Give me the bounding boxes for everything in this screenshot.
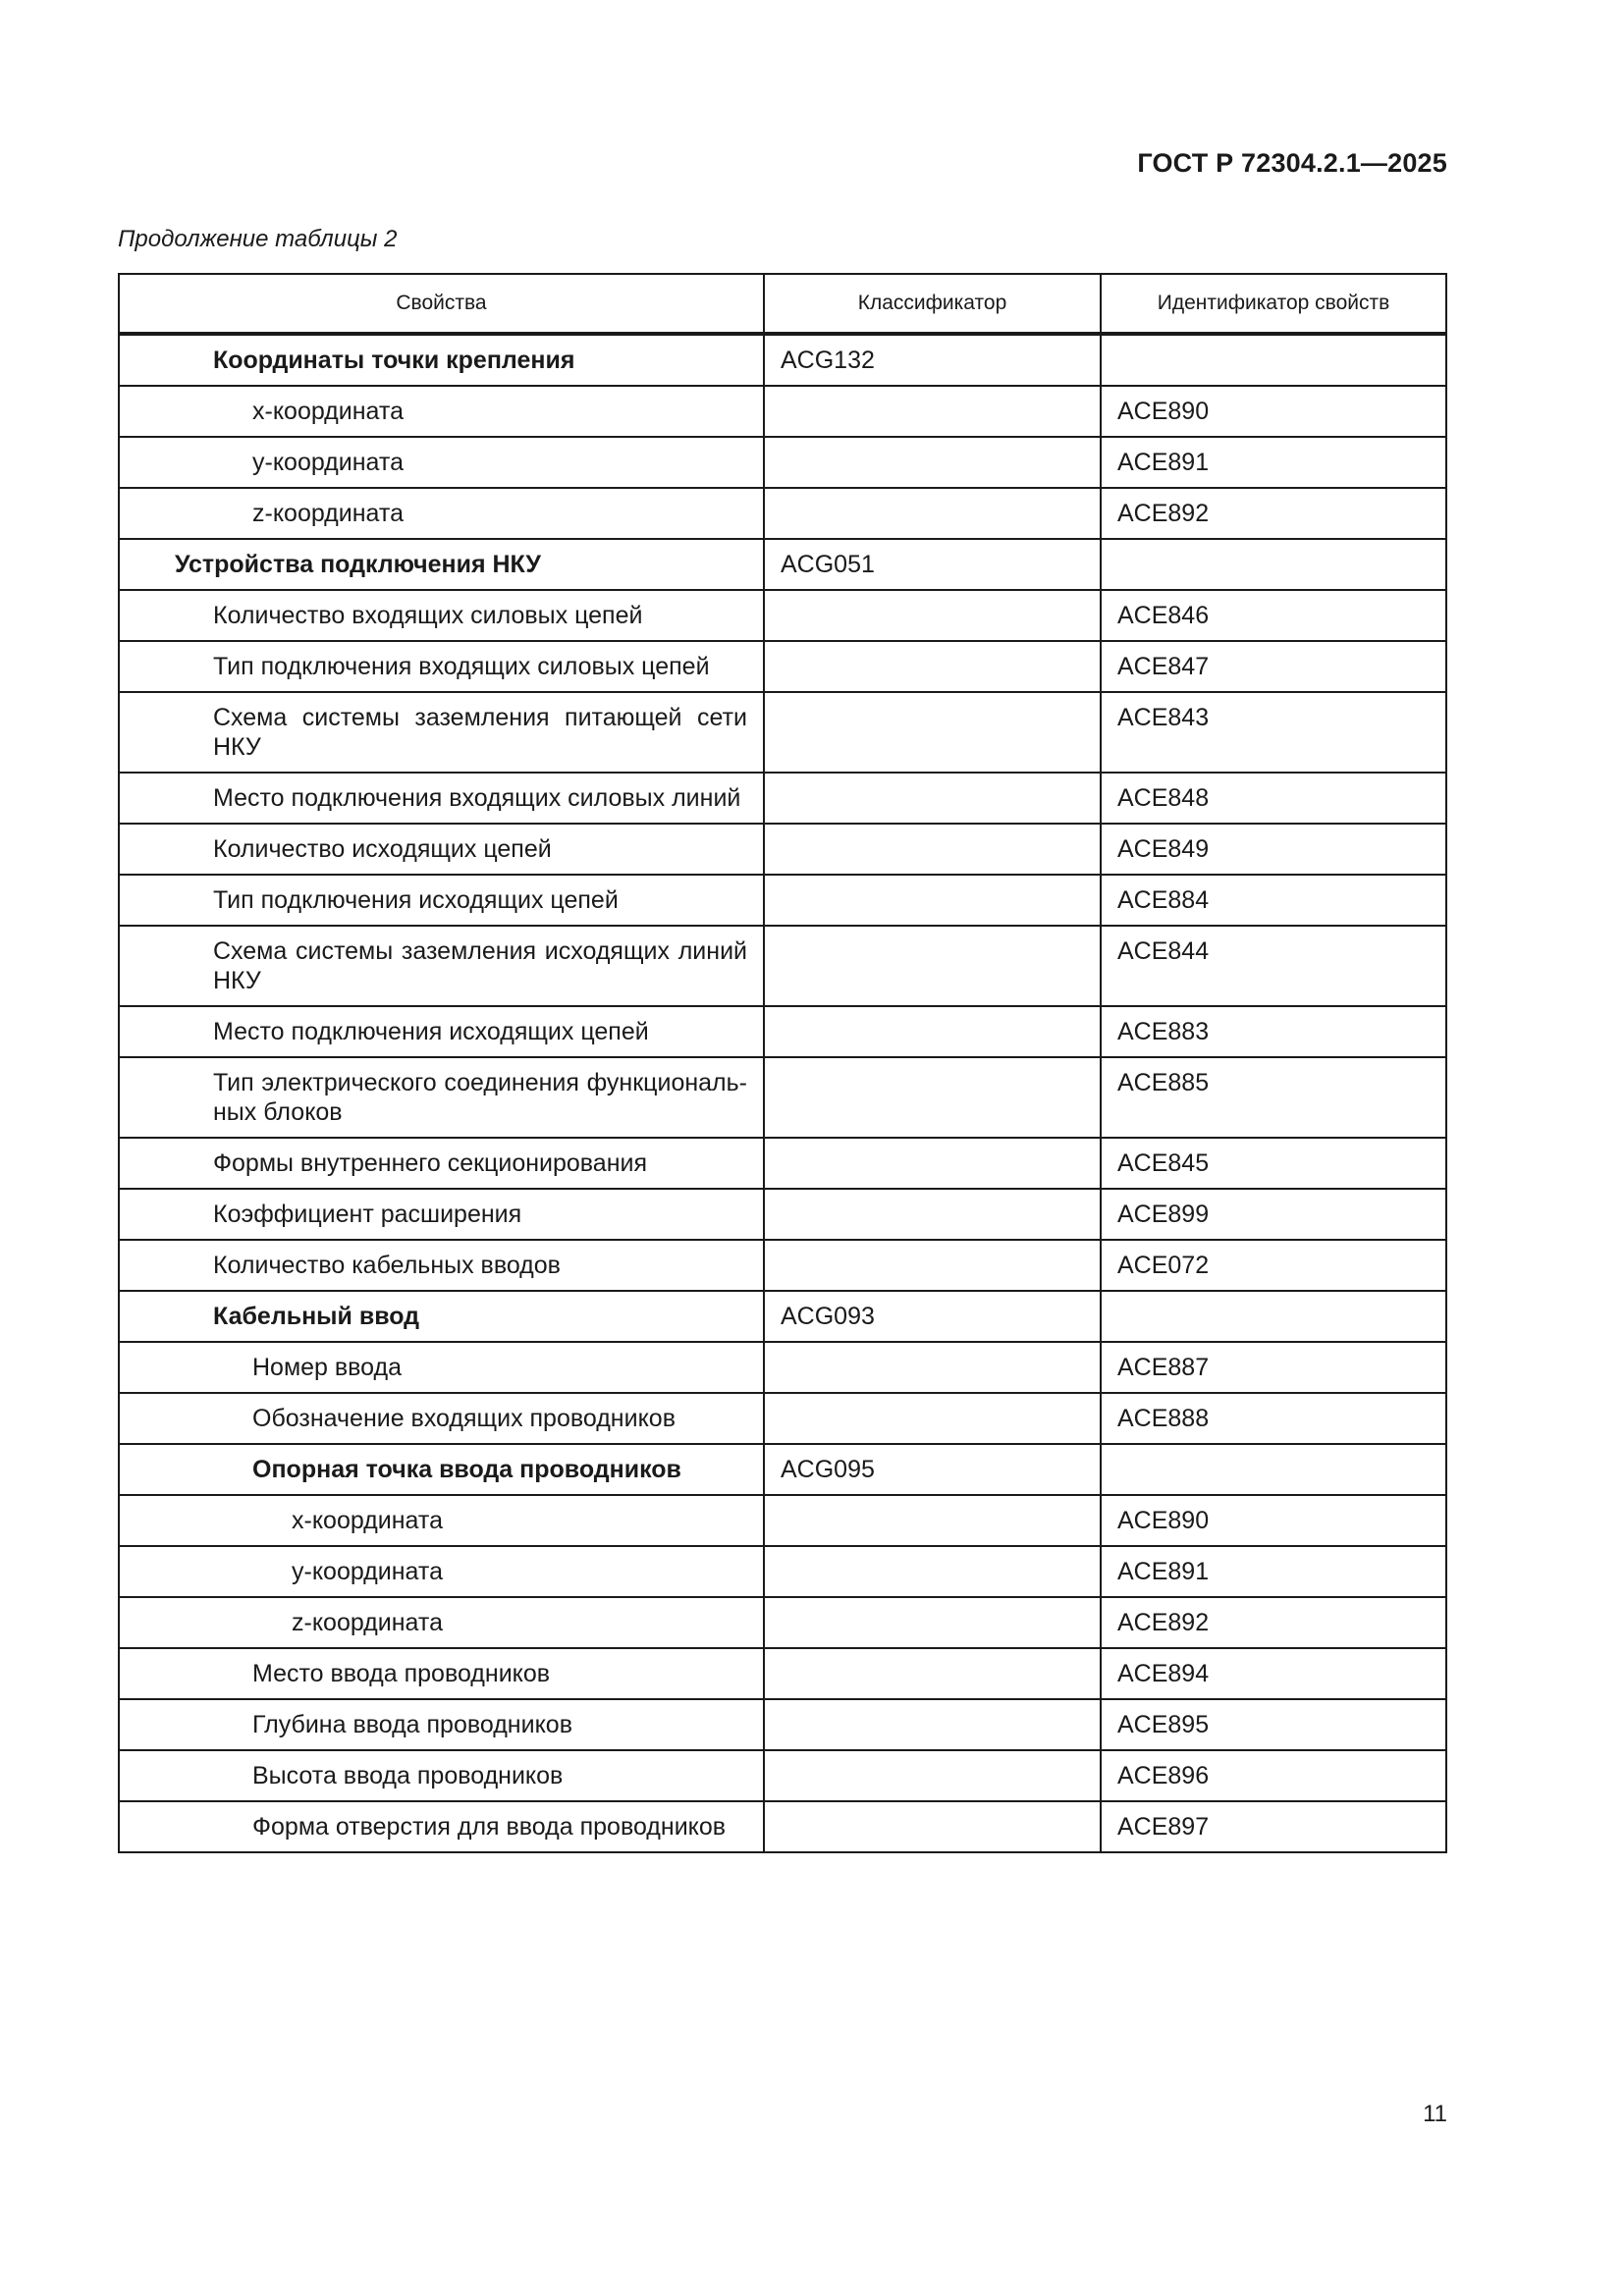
property-name-cell: x-координата <box>119 1495 764 1546</box>
table-row <box>119 1750 1446 1801</box>
table-row <box>119 1648 1446 1699</box>
property-name-cell: Коэффициент расширения <box>119 1189 764 1240</box>
identifier-cell: ACE845 <box>1101 1138 1446 1189</box>
table-row <box>119 386 1446 437</box>
properties-table <box>118 273 1447 1853</box>
identifier-cell: ACE891 <box>1101 1546 1446 1597</box>
identifier-cell: ACE887 <box>1101 1342 1446 1393</box>
table-row <box>119 875 1446 926</box>
property-name-cell: z-координата <box>119 488 764 539</box>
classifier-cell <box>764 1648 1101 1699</box>
identifier-cell: ACE896 <box>1101 1750 1446 1801</box>
classifier-cell <box>764 1189 1101 1240</box>
document-code: ГОСТ Р 72304.2.1—2025 <box>1137 148 1447 178</box>
property-name-cell: Форма отверстия для ввода проводников <box>119 1801 764 1852</box>
table-row <box>119 1291 1446 1342</box>
table-row <box>119 1597 1446 1648</box>
classifier-cell: ACG095 <box>764 1444 1101 1495</box>
identifier-cell: ACE849 <box>1101 824 1446 875</box>
table-row <box>119 1393 1446 1444</box>
property-name-cell: Обозначение входящих проводников <box>119 1393 764 1444</box>
column-header-classifier: Классификатор <box>764 274 1101 334</box>
identifier-cell <box>1101 334 1446 386</box>
table-row <box>119 1057 1446 1138</box>
classifier-cell <box>764 1240 1101 1291</box>
classifier-cell <box>764 386 1101 437</box>
table-row <box>119 692 1446 773</box>
table-row <box>119 590 1446 641</box>
property-name-cell: Количество входящих силовых цепей <box>119 590 764 641</box>
property-name-cell: Место ввода проводников <box>119 1648 764 1699</box>
classifier-cell: ACG132 <box>764 334 1101 386</box>
column-header-properties: Свойства <box>119 274 764 334</box>
identifier-cell: ACE892 <box>1101 1597 1446 1648</box>
identifier-cell: ACE897 <box>1101 1801 1446 1852</box>
identifier-cell: ACE895 <box>1101 1699 1446 1750</box>
column-header-identifier: Идентификатор свойств <box>1101 274 1446 334</box>
classifier-cell <box>764 1495 1101 1546</box>
identifier-cell: ACE884 <box>1101 875 1446 926</box>
table-row <box>119 1006 1446 1057</box>
identifier-cell: ACE847 <box>1101 641 1446 692</box>
property-name-cell: Кабельный ввод <box>119 1291 764 1342</box>
identifier-cell: ACE883 <box>1101 1006 1446 1057</box>
property-name-cell: Устройства подключения НКУ <box>119 539 764 590</box>
identifier-cell: ACE844 <box>1101 926 1446 1006</box>
classifier-cell <box>764 875 1101 926</box>
table-row <box>119 926 1446 1006</box>
property-name-cell: y-координата <box>119 1546 764 1597</box>
classifier-cell <box>764 1801 1101 1852</box>
identifier-cell: ACE072 <box>1101 1240 1446 1291</box>
table-row <box>119 1189 1446 1240</box>
table-row <box>119 641 1446 692</box>
identifier-cell <box>1101 539 1446 590</box>
table-row <box>119 437 1446 488</box>
property-name-cell: Место подключения входящих силовых линий <box>119 773 764 824</box>
property-name-cell: Номер ввода <box>119 1342 764 1393</box>
identifier-cell: ACE892 <box>1101 488 1446 539</box>
classifier-cell <box>764 773 1101 824</box>
property-name-cell: Координаты точки крепления <box>119 334 764 386</box>
table-row <box>119 1699 1446 1750</box>
identifier-cell: ACE848 <box>1101 773 1446 824</box>
classifier-cell <box>764 488 1101 539</box>
identifier-cell: ACE890 <box>1101 386 1446 437</box>
table-row <box>119 824 1446 875</box>
property-name-cell: Формы внутреннего секционирования <box>119 1138 764 1189</box>
identifier-cell: ACE894 <box>1101 1648 1446 1699</box>
table-row <box>119 1138 1446 1189</box>
classifier-cell: ACG093 <box>764 1291 1101 1342</box>
classifier-cell: ACG051 <box>764 539 1101 590</box>
classifier-cell <box>764 437 1101 488</box>
property-name-cell: Место подключения исходящих цепей <box>119 1006 764 1057</box>
identifier-cell: ACE891 <box>1101 437 1446 488</box>
classifier-cell <box>764 641 1101 692</box>
table-row <box>119 1342 1446 1393</box>
identifier-cell: ACE899 <box>1101 1189 1446 1240</box>
classifier-cell <box>764 1342 1101 1393</box>
classifier-cell <box>764 1006 1101 1057</box>
classifier-cell <box>764 1750 1101 1801</box>
property-name-cell: Высота ввода проводников <box>119 1750 764 1801</box>
classifier-cell <box>764 1699 1101 1750</box>
classifier-cell <box>764 1393 1101 1444</box>
classifier-cell <box>764 590 1101 641</box>
identifier-cell: ACE843 <box>1101 692 1446 773</box>
property-name-cell: Схема системы заземления питающей сети НКУ <box>119 692 764 773</box>
table-row <box>119 1801 1446 1852</box>
table-row <box>119 1546 1446 1597</box>
property-name-cell: Глубина ввода проводников <box>119 1699 764 1750</box>
property-name-cell: Количество исходящих цепей <box>119 824 764 875</box>
property-name-cell: Опорная точка ввода проводников <box>119 1444 764 1495</box>
property-name-cell: z-координата <box>119 1597 764 1648</box>
table-row <box>119 334 1446 386</box>
identifier-cell: ACE846 <box>1101 590 1446 641</box>
page-number: 11 <box>1423 2101 1447 2127</box>
property-name-cell: Схема системы заземления исходящих линий НКУ <box>119 926 764 1006</box>
table-row <box>119 773 1446 824</box>
classifier-cell <box>764 1597 1101 1648</box>
property-name-cell: Тип электрического соединения функциональ-ных блоков <box>119 1057 764 1138</box>
identifier-cell <box>1101 1444 1446 1495</box>
table-row <box>119 1240 1446 1291</box>
table-caption: Продолжение таблицы 2 <box>118 226 398 252</box>
table-row <box>119 1444 1446 1495</box>
identifier-cell: ACE885 <box>1101 1057 1446 1138</box>
classifier-cell <box>764 824 1101 875</box>
classifier-cell <box>764 692 1101 773</box>
classifier-cell <box>764 1057 1101 1138</box>
table-header-row <box>119 274 1446 334</box>
table-row <box>119 488 1446 539</box>
table-row <box>119 1495 1446 1546</box>
identifier-cell: ACE888 <box>1101 1393 1446 1444</box>
classifier-cell <box>764 926 1101 1006</box>
identifier-cell: ACE890 <box>1101 1495 1446 1546</box>
property-name-cell: Тип подключения исходящих цепей <box>119 875 764 926</box>
property-name-cell: Тип подключения входящих силовых цепей <box>119 641 764 692</box>
table-body <box>119 334 1446 1852</box>
identifier-cell <box>1101 1291 1446 1342</box>
classifier-cell <box>764 1138 1101 1189</box>
property-name-cell: y-координата <box>119 437 764 488</box>
property-name-cell: x-координата <box>119 386 764 437</box>
classifier-cell <box>764 1546 1101 1597</box>
table-row <box>119 539 1446 590</box>
property-name-cell: Количество кабельных вводов <box>119 1240 764 1291</box>
